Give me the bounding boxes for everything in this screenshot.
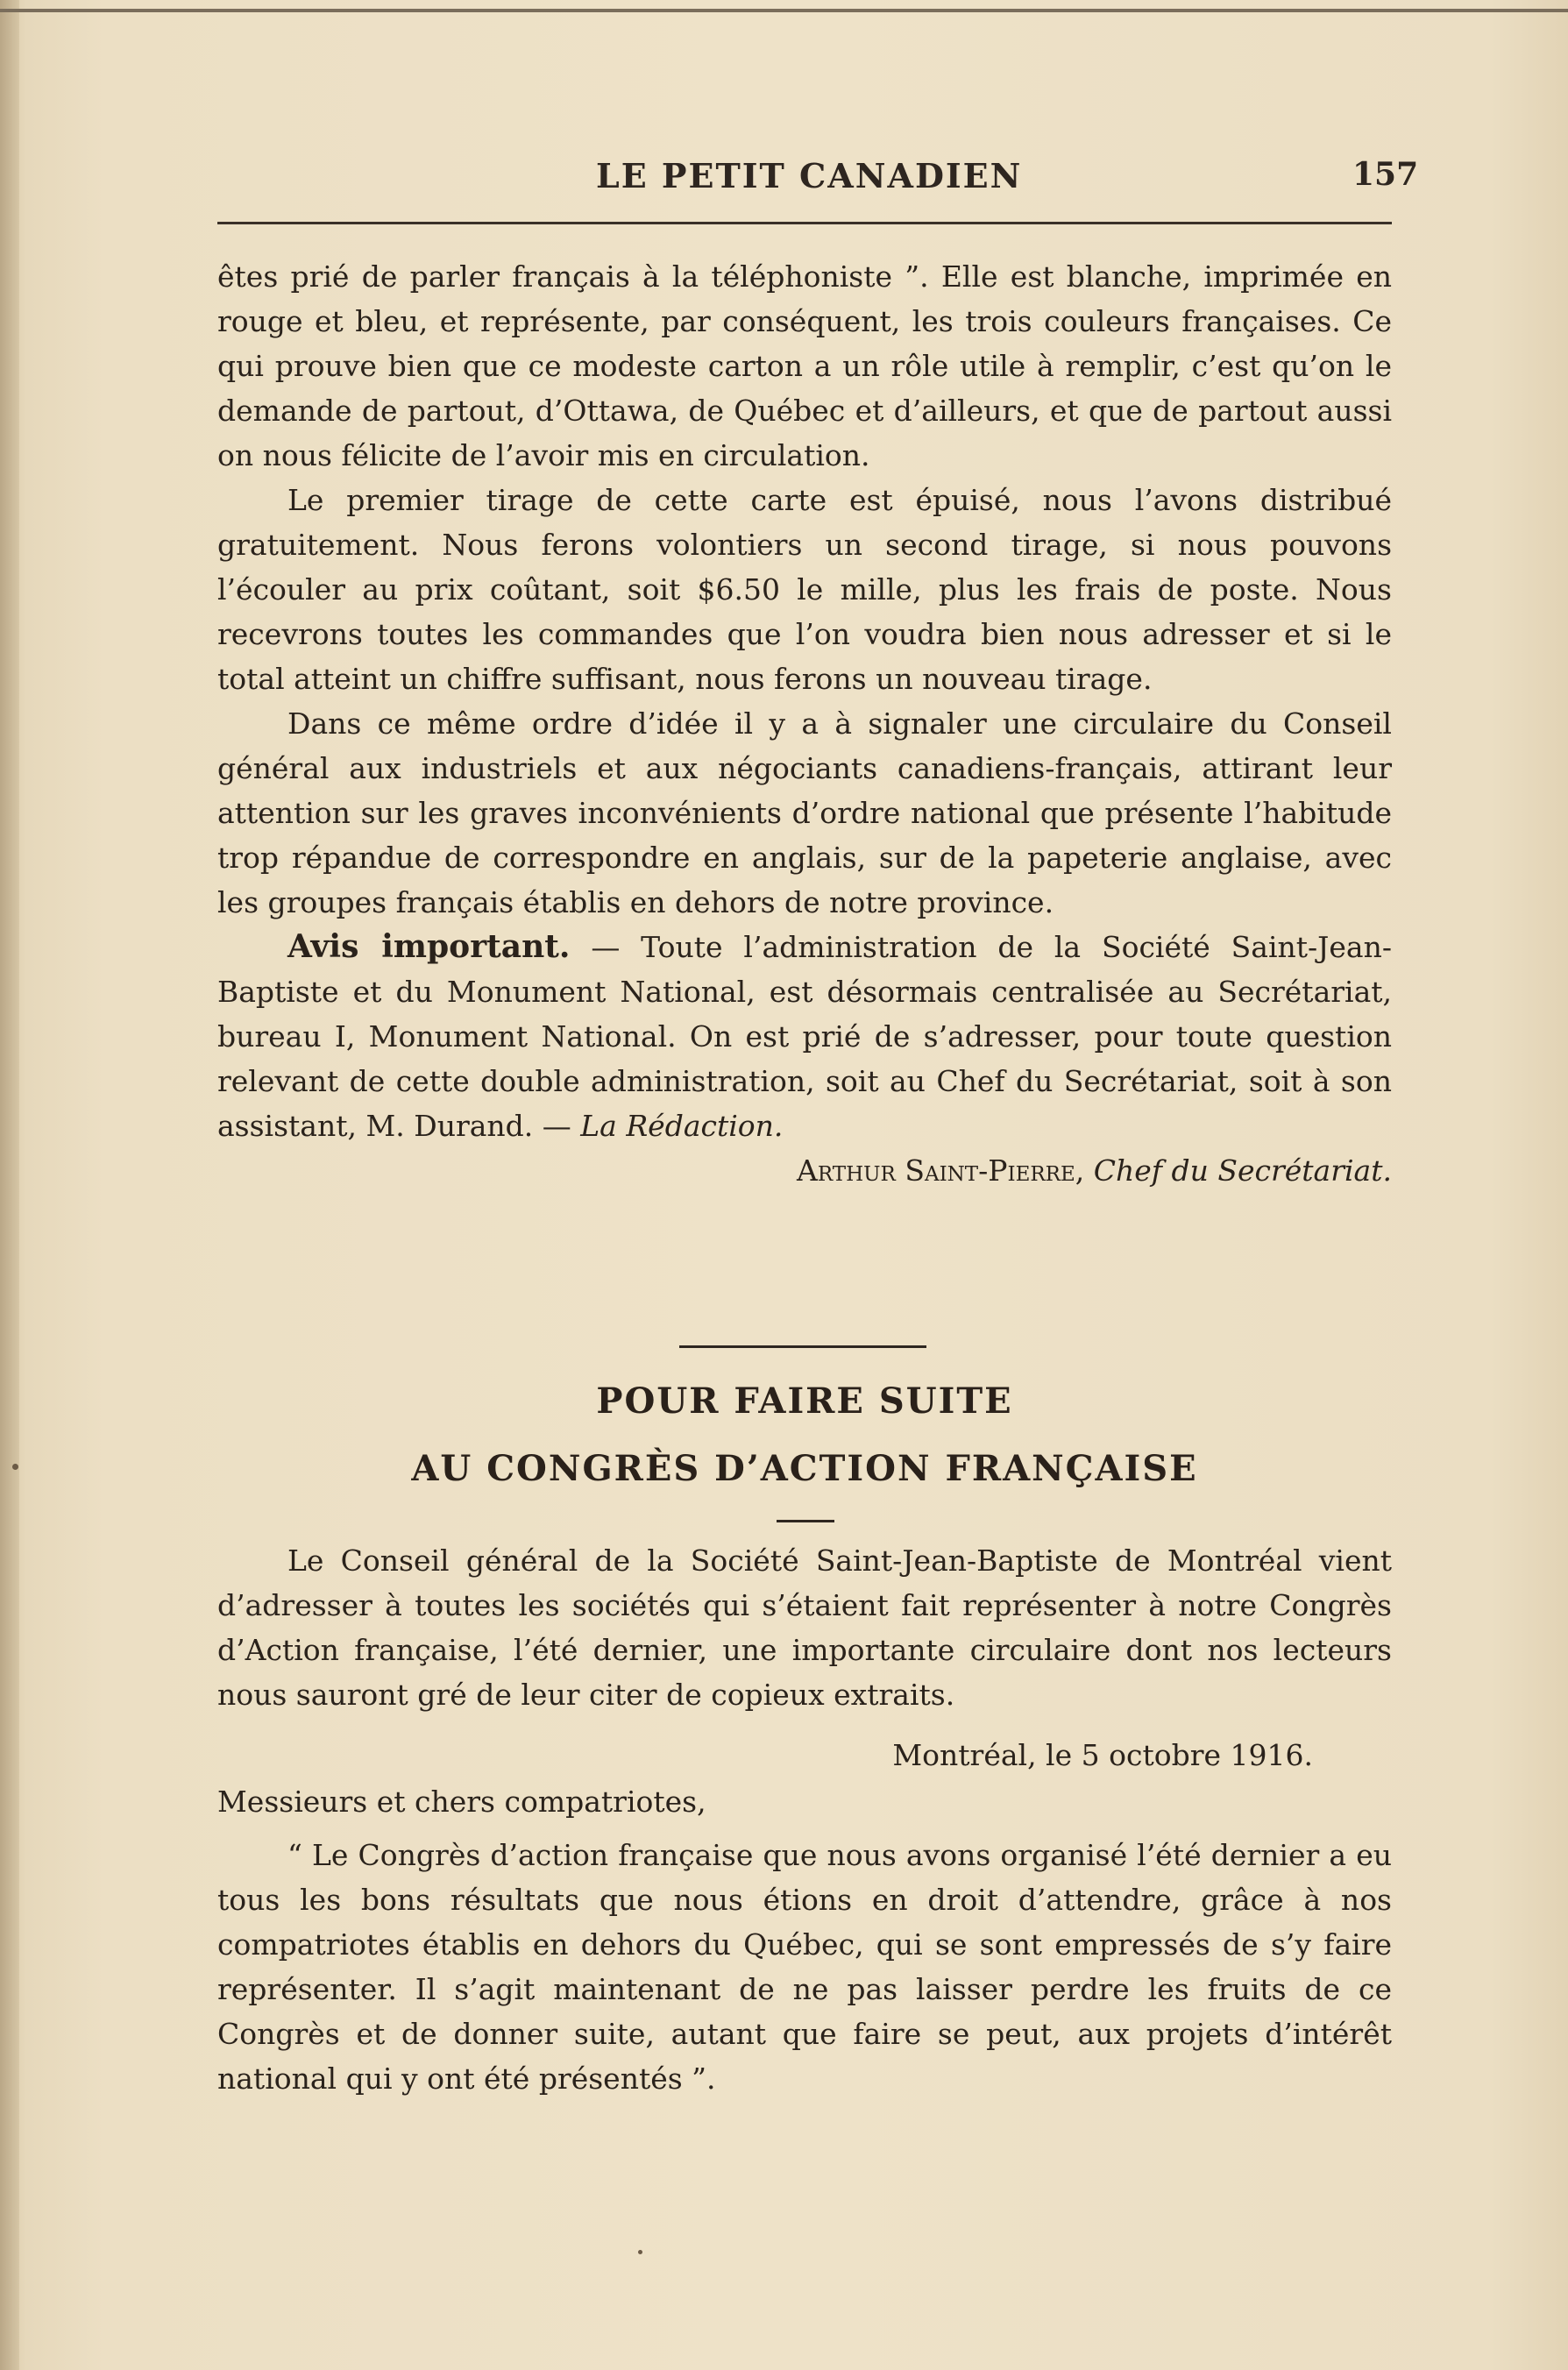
signature-name: Arthur Saint-Pierre,: [797, 1153, 1085, 1188]
binding-shadow: [0, 0, 19, 2370]
paragraph-2: Le premier tirage de cette carte est épuisé, nous l’avons distribué gratuitement. Nous ferons volontiers un second tirage, si nous pouvons l’écouler au prix coûtant, soit $6.50 le mille, plus les frais de poste. Nous recevrons toutes les commandes que l’on voudra bien nous adresser et si le total atteint un chiffre suffisant, nous ferons un nouveau tirage.: [217, 483, 1392, 696]
dateline: Montréal, le 5 octobre 1916.: [892, 1738, 1313, 1772]
paragraph-1: êtes prié de parler français à la téléphoniste ”. Elle est blanche, imprimée en rouge et bleu, et représente, par conséquent, les trois couleurs françaises. Ce qui prouve bien que ce modeste carton a un rôle utile à remplir, c’est qu’on le demande de partout, d’Ottawa, de Québec et d’ailleurs, et que de partout aussi on nous félicite de l’avoir mis en circulation.: [217, 259, 1392, 472]
page-number: 157: [1352, 156, 1419, 193]
paragraph-3: Dans ce même ordre d’idée il y a à signaler une circulaire du Conseil général aux industriels et aux négociants canadiens-français, attirant leur attention sur les graves inconvénients d’ordre national que présente l’habitude trop répandue de correspondre en anglais, sur de la papeterie anglaise, avec les groupes français établis en dehors de notre province.: [217, 706, 1392, 919]
running-title: LE PETIT CANADIEN: [596, 156, 1023, 195]
quoted-paragraph: “ Le Congrès d’action française que nous avons organisé l’été dernier a eu tous les bons résultats que nous étions en droit d’attendre, grâce à nos compatriotes établis en dehors du Québec, qui se sont empressés de s’y faire représenter. Il s’agit maintenant de ne pas laisser perdre les fruits de ce Congrès et de donner suite, autant que faire se peut, aux projets d’intérêt national qui y ont été présentés ”.: [217, 1838, 1392, 2096]
intro-paragraph: Le Conseil général de la Société Saint-Jean-Baptiste de Montréal vient d’adresser à toutes les sociétés qui s’étaient fait représenter à notre Congrès d’Action française, l’été dernier, une importante circulaire dont nos lecteurs nous sauront gré de leur citer de copieux extraits.: [217, 1543, 1392, 1712]
signature-title: Chef du Secrétariat.: [1084, 1153, 1392, 1188]
salutation: Messieurs et chers compatriotes,: [217, 1785, 706, 1819]
notice-paragraph: [217, 925, 1392, 1148]
article-continuation: [217, 254, 1392, 1193]
notice-lead: Avis important.: [287, 928, 571, 965]
section-title-line-1: POUR FAIRE SUITE: [596, 1380, 1013, 1422]
top-edge-rule: [0, 9, 1568, 12]
signature: [217, 1148, 1392, 1193]
article-body: [217, 1538, 1392, 2101]
notice-credit: La Rédaction.: [580, 1109, 784, 1143]
ink-speck: [12, 1464, 18, 1470]
notice-text: — Toute l’administration de la Société Saint-Jean-Baptiste et du Monument National, est désormais centralisée au Secrétariat, bureau I, Monument National. On est prié de s’adresser, pour toute question relevant de cette double administration, soit au Chef du Secrétariat, soit à son assistant, M. Durand. —: [217, 930, 1392, 1143]
running-head: [0, 156, 1568, 200]
section-separator: [679, 1345, 926, 1348]
section-title-line-2: AU CONGRÈS D’ACTION FRANÇAISE: [411, 1448, 1198, 1489]
ink-speck: [638, 2250, 642, 2254]
title-underline: [777, 1520, 834, 1522]
header-rule: [217, 222, 1392, 224]
